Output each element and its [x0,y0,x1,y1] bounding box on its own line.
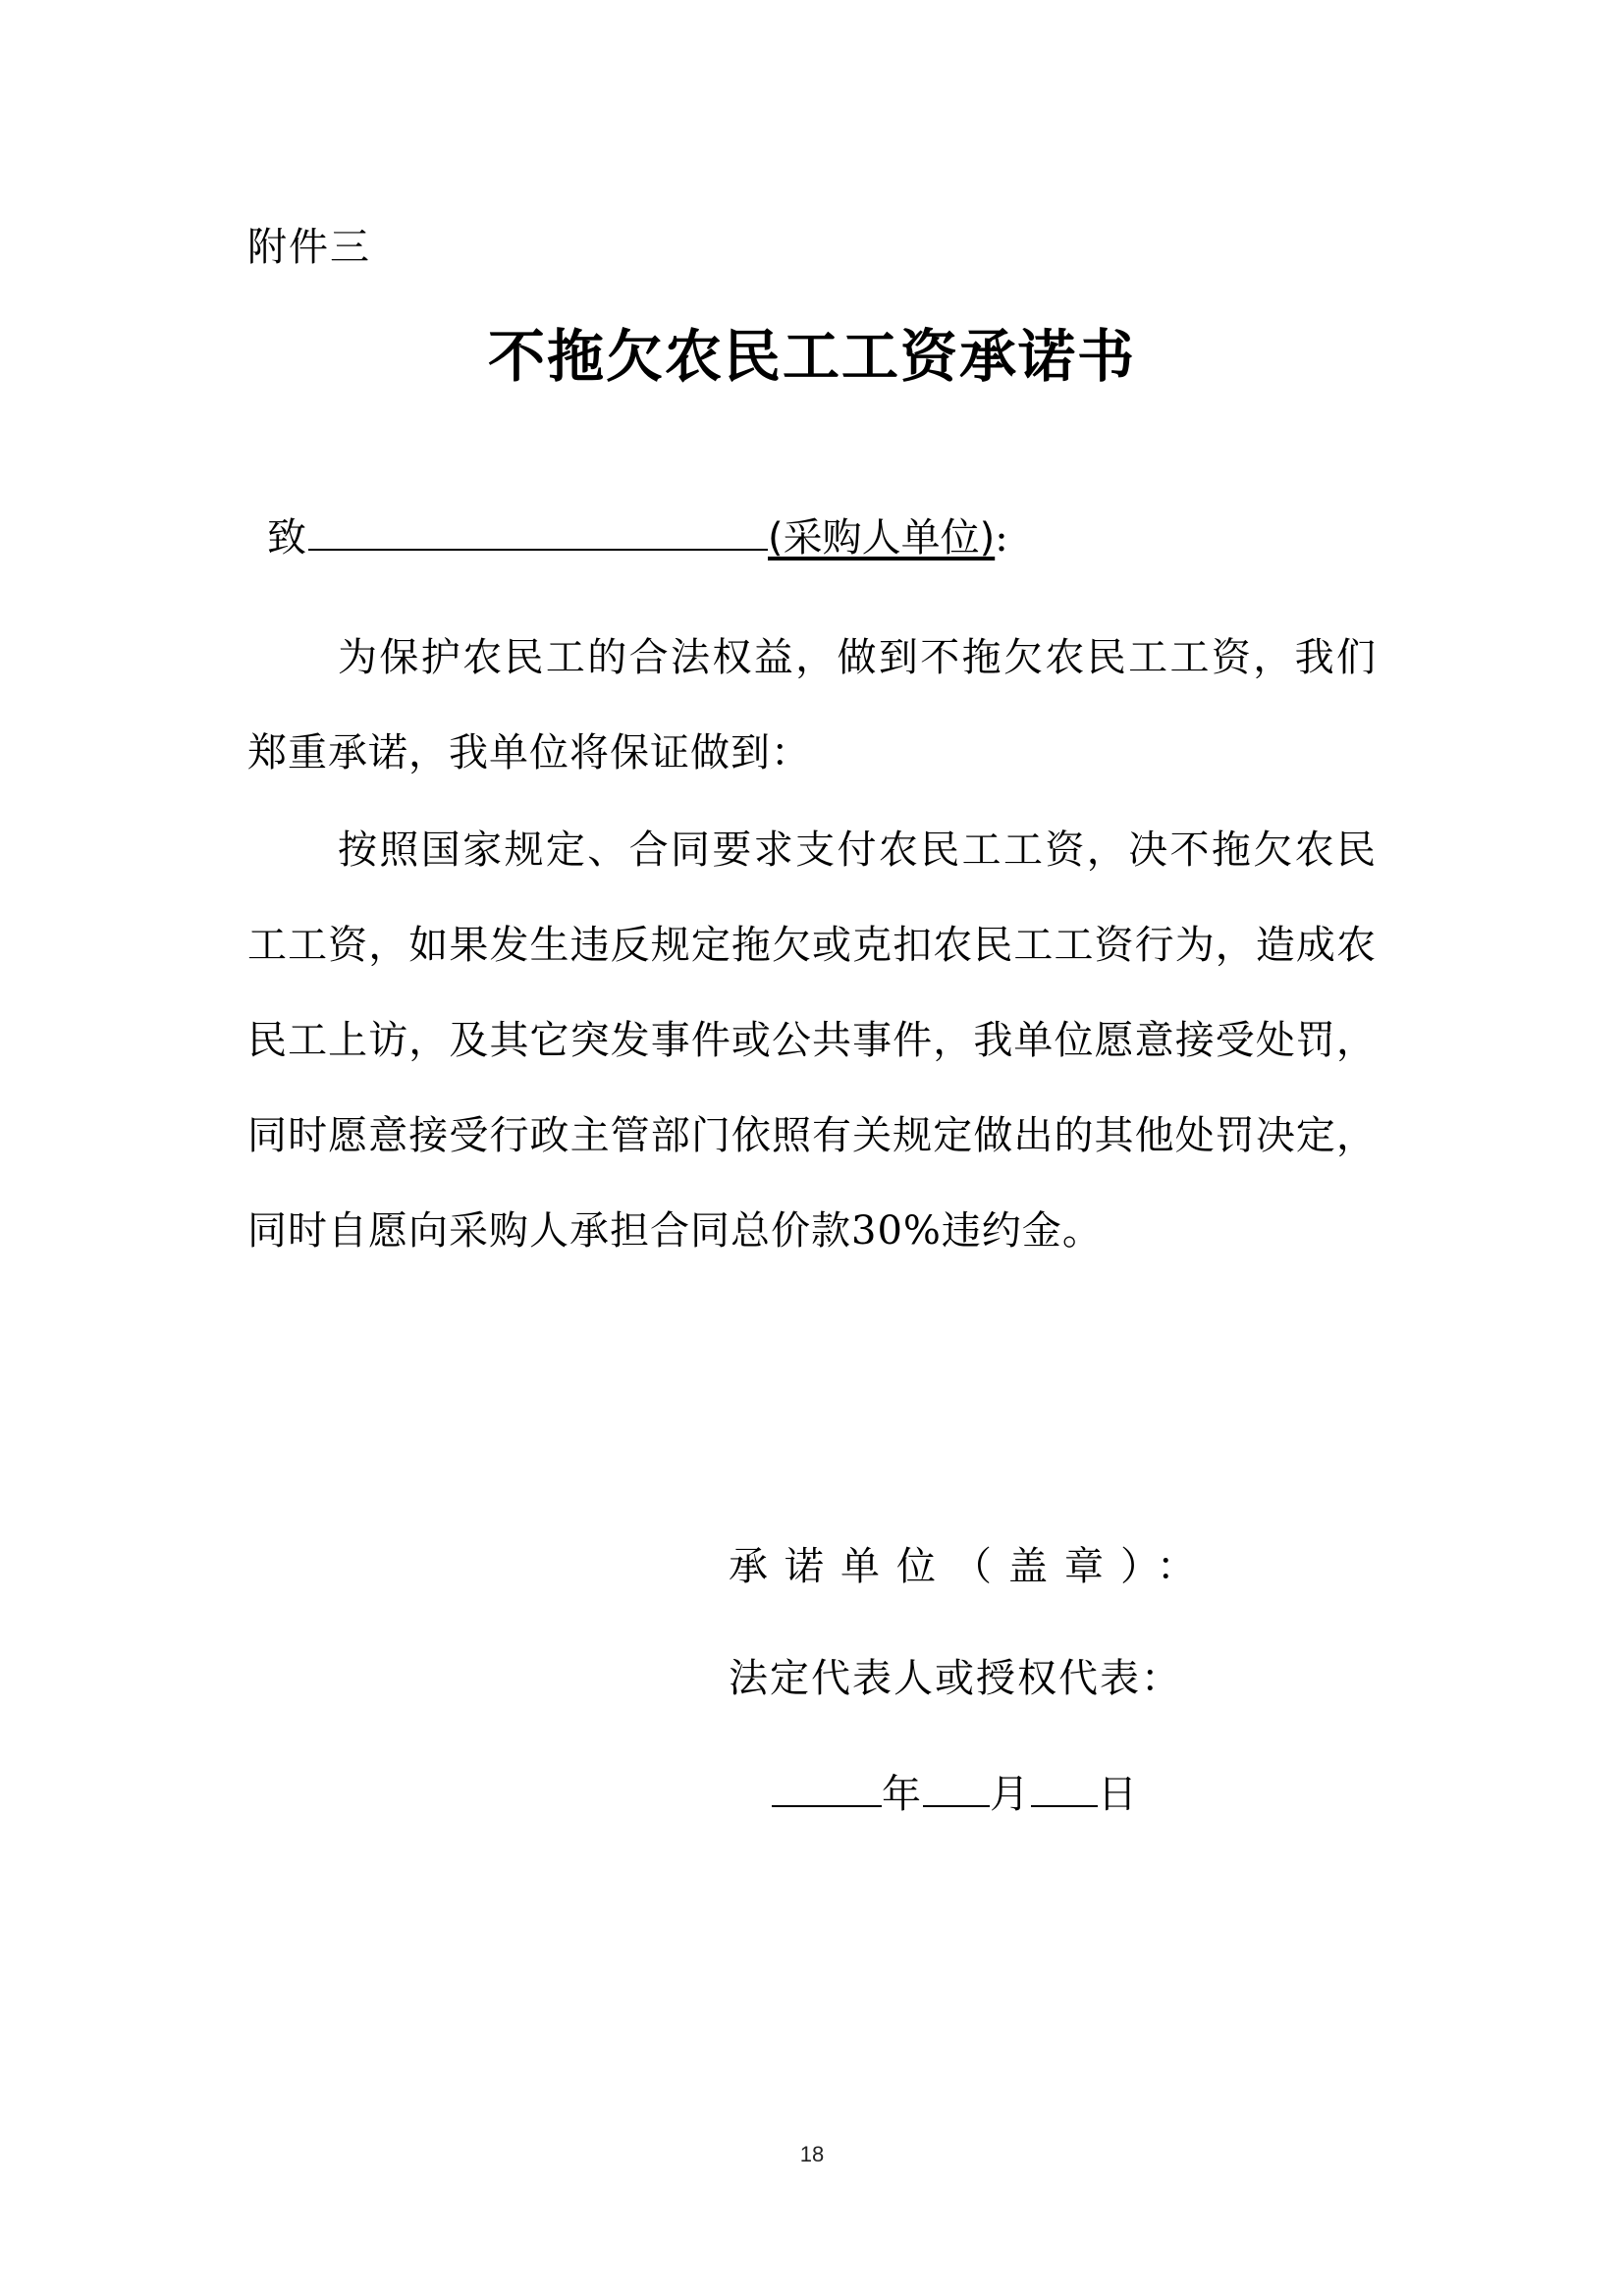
page-number: 18 [799,2142,825,2166]
attachment-label: 附件三 [247,225,371,270]
month-blank [923,1762,990,1807]
signature-unit-label: 承诺单位（盖章）： [729,1544,1213,1589]
day-label: 日 [1098,1772,1139,1817]
day-blank [1031,1762,1098,1807]
paragraph-2: 按照国家规定、合同要求支付农民工工资，决不拖欠农民工工资，如果发生违反规定拖欠或克扣农民工工资行为，造成农民工上访，及其它突发事件或公共事件，我单位愿意接受处罚，同时愿意接受行政主管部门依照有关规定做出的其他处罚决定，同时自愿向采购人承担合同总价款30%违约金。 [247,828,1377,1254]
addressee-line [267,506,1008,567]
month-label: 月 [990,1772,1031,1817]
year-label: 年 [882,1772,923,1817]
paragraph-1: 为保护农民工的合法权益，做到不拖欠农民工工资，我们郑重承诺，我单位将保证做到： [247,635,1377,775]
addressee-unit-label: (采购人单位) [768,515,996,561]
addressee-suffix: : [995,515,1008,561]
addressee-blank [308,506,768,551]
addressee-prefix: 致 [267,515,306,561]
year-blank [772,1762,882,1807]
document-title: 不拖欠农民工工资承诺书 [487,323,1136,390]
signature-representative-label: 法定代表人或授权代表： [729,1656,1182,1701]
signature-date-line [772,1762,1139,1824]
